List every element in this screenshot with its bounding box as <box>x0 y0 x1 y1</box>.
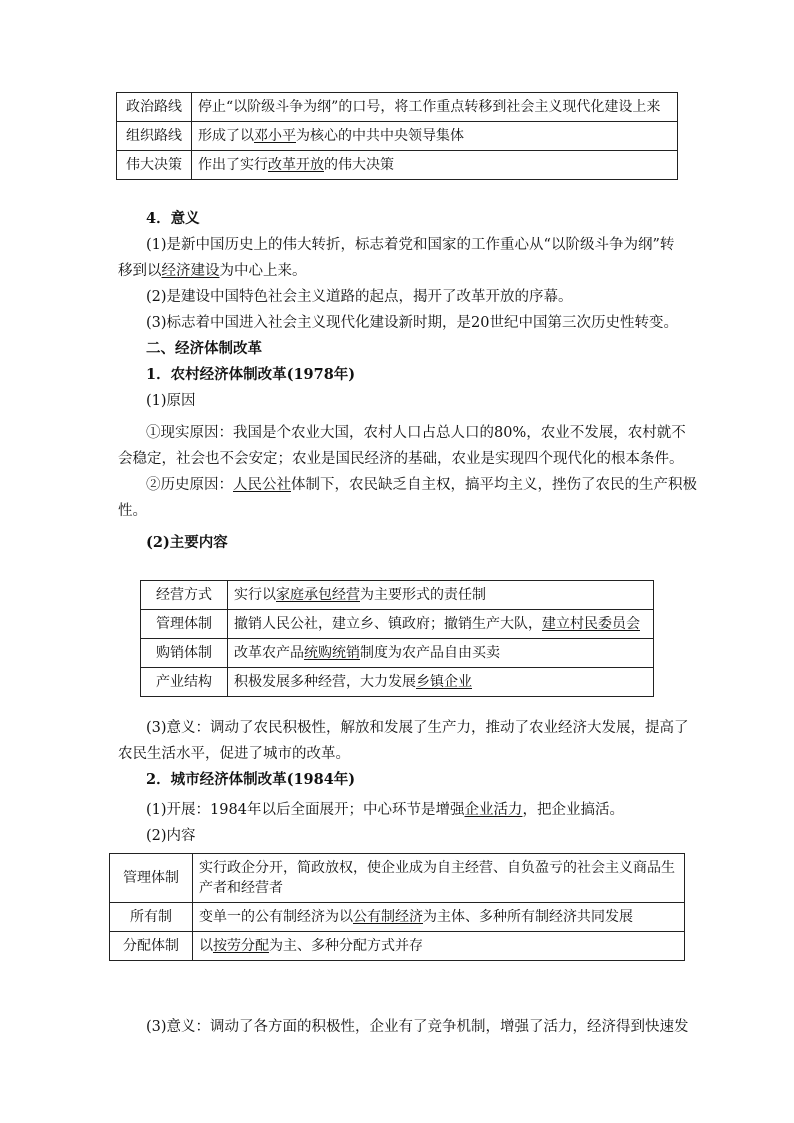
text-run: 作出了实行 <box>198 157 268 173</box>
row-content-cell <box>228 639 654 668</box>
text-run: 性。 <box>118 503 147 519</box>
row-header-cell: 所有制 <box>110 903 193 932</box>
paragraph-line <box>146 420 686 446</box>
rural-reform-content-table <box>140 580 654 697</box>
text-run: 体制下，农民缺乏自主权，搞平均主义，挫伤了农民的生产积极 <box>291 477 697 493</box>
text-run: 以 <box>199 938 213 954</box>
paragraph-line <box>118 741 350 767</box>
table-row <box>141 610 654 639</box>
text-run: (3)标志着中国进入社会主义现代化建设新时期，是20世纪中国第三次历史性转变。 <box>146 315 678 331</box>
row-content-cell <box>193 903 685 932</box>
text-run: (1)是新中国历史上的伟大转折，标志着党和国家的工作重心从“以阶级斗争为纲”转 <box>146 237 675 253</box>
text-run: (2)内容 <box>146 828 196 844</box>
text-run: 撤销人民公社，建立乡、镇政府；撤销生产大队， <box>234 616 542 632</box>
text-run: 变单一的公有制经济为以 <box>199 909 353 925</box>
paragraph-line <box>118 258 307 284</box>
section-heading <box>146 530 228 556</box>
paragraph-line <box>146 388 196 414</box>
text-run: (2)是建设中国特色社会主义道路的起点，揭开了改革开放的序幕。 <box>146 289 573 305</box>
text-run: 的伟大决策 <box>324 157 394 173</box>
text-run: (3)意义：调动了各方面的积极性，企业有了竞争机制，增强了活力，经济得到快速发 <box>146 1019 689 1035</box>
row-header-cell: 分配体制 <box>110 932 193 961</box>
table-row <box>117 151 678 180</box>
urban-reform-content-table <box>109 853 685 961</box>
text-run: 农民生活水平，促进了城市的改革。 <box>118 746 350 762</box>
table-row <box>141 668 654 697</box>
text-run: 积极发展多种经营，大力发展 <box>234 674 416 690</box>
text-run: 为中心上来。 <box>219 263 307 279</box>
row-content-cell <box>192 151 678 180</box>
row-header-cell: 购销体制 <box>141 639 228 668</box>
text-run: 改革农产品 <box>234 645 304 661</box>
paragraph-line <box>146 823 196 849</box>
table-row <box>117 122 678 151</box>
row-content-cell <box>193 854 685 903</box>
text-run: 为主要形式的责任制 <box>360 587 486 603</box>
table-row <box>110 854 685 903</box>
underlined-term: 按劳分配 <box>213 938 269 954</box>
underlined-term: 改革开放 <box>268 157 324 173</box>
text-run: 4．意义 <box>146 210 200 227</box>
row-header-cell: 管理体制 <box>110 854 193 903</box>
underlined-term: 人民公社 <box>233 477 291 493</box>
underlined-term: 建立村民委员会 <box>542 616 640 632</box>
text-run: ①现实原因：我国是个农业大国，农村人口占总人口的80%，农业不发展，农村就不 <box>146 425 686 441</box>
text-run: ，把企业搞活。 <box>522 802 624 818</box>
text-run: 实行以 <box>234 587 276 603</box>
table-row <box>141 639 654 668</box>
text-run: 为主、多种分配方式并存 <box>269 938 423 954</box>
text-run: (1)开展：1984年以后全面展开；中心环节是增强 <box>146 802 465 818</box>
text-run: 1．农村经济体制改革(1978年) <box>146 366 356 383</box>
row-header-cell: 经营方式 <box>141 581 228 610</box>
row-header-cell: 组织路线 <box>117 122 192 151</box>
paragraph-line <box>146 797 624 823</box>
paragraph-line <box>146 472 697 498</box>
political-reform-table <box>116 92 678 180</box>
text-run: (2)主要内容 <box>146 534 228 551</box>
row-header-cell: 政治路线 <box>117 93 192 122</box>
text-run: 实行政企分开，简政放权，使企业成为自主经营、自负盈亏的社会主义商品生产者和经营者 <box>199 860 675 896</box>
paragraph-line <box>146 715 689 741</box>
underlined-term: 公有制经济 <box>353 909 423 925</box>
paragraph-line <box>146 232 674 258</box>
paragraph-line <box>118 498 147 524</box>
paragraph-line <box>146 1014 689 1040</box>
underlined-term: 邓小平 <box>254 128 296 144</box>
table-row <box>110 932 685 961</box>
paragraph-line <box>118 446 684 472</box>
text-run: 会稳定，社会也不会安定；农业是国民经济的基础，农业是实现四个现代化的根本条件。 <box>118 451 684 467</box>
row-content-cell <box>192 93 678 122</box>
text-run: 移到以 <box>118 263 162 279</box>
paragraph-line <box>146 310 678 336</box>
paragraph-line <box>146 284 573 310</box>
underlined-term: 企业活力 <box>464 802 523 818</box>
text-run: (3)意义：调动了农民积极性，解放和发展了生产力，推动了农业经济大发展，提高了 <box>146 720 689 736</box>
text-run: 制度为农产品自由买卖 <box>360 645 500 661</box>
section-heading <box>146 206 200 232</box>
text-run: (1)原因 <box>146 393 196 409</box>
row-content-cell <box>228 610 654 639</box>
row-header-cell: 伟大决策 <box>117 151 192 180</box>
table-row <box>110 903 685 932</box>
section-heading <box>146 767 355 793</box>
underlined-term: 家庭承包经营 <box>276 587 360 603</box>
section-heading <box>146 336 262 362</box>
table-row <box>141 581 654 610</box>
underlined-term: 经济建设 <box>161 263 220 279</box>
underlined-term: 乡镇企业 <box>416 674 472 690</box>
section-heading <box>146 362 355 388</box>
row-header-cell: 产业结构 <box>141 668 228 697</box>
text-run: 为核心的中共中央领导集体 <box>296 128 464 144</box>
text-run: 形成了以 <box>198 128 254 144</box>
row-header-cell: 管理体制 <box>141 610 228 639</box>
row-content-cell <box>193 932 685 961</box>
text-run: 2．城市经济体制改革(1984年) <box>146 771 356 788</box>
row-content-cell <box>228 668 654 697</box>
text-run: ②历史原因： <box>146 477 233 493</box>
text-run: 停止“以阶级斗争为纲”的口号，将工作重点转移到社会主义现代化建设上来 <box>198 99 661 115</box>
row-content-cell <box>228 581 654 610</box>
row-content-cell <box>192 122 678 151</box>
text-run: 二、经济体制改革 <box>146 340 262 357</box>
table-row <box>117 93 678 122</box>
underlined-term: 统购统销 <box>304 645 360 661</box>
text-run: 为主体、多种所有制经济共同发展 <box>423 909 633 925</box>
